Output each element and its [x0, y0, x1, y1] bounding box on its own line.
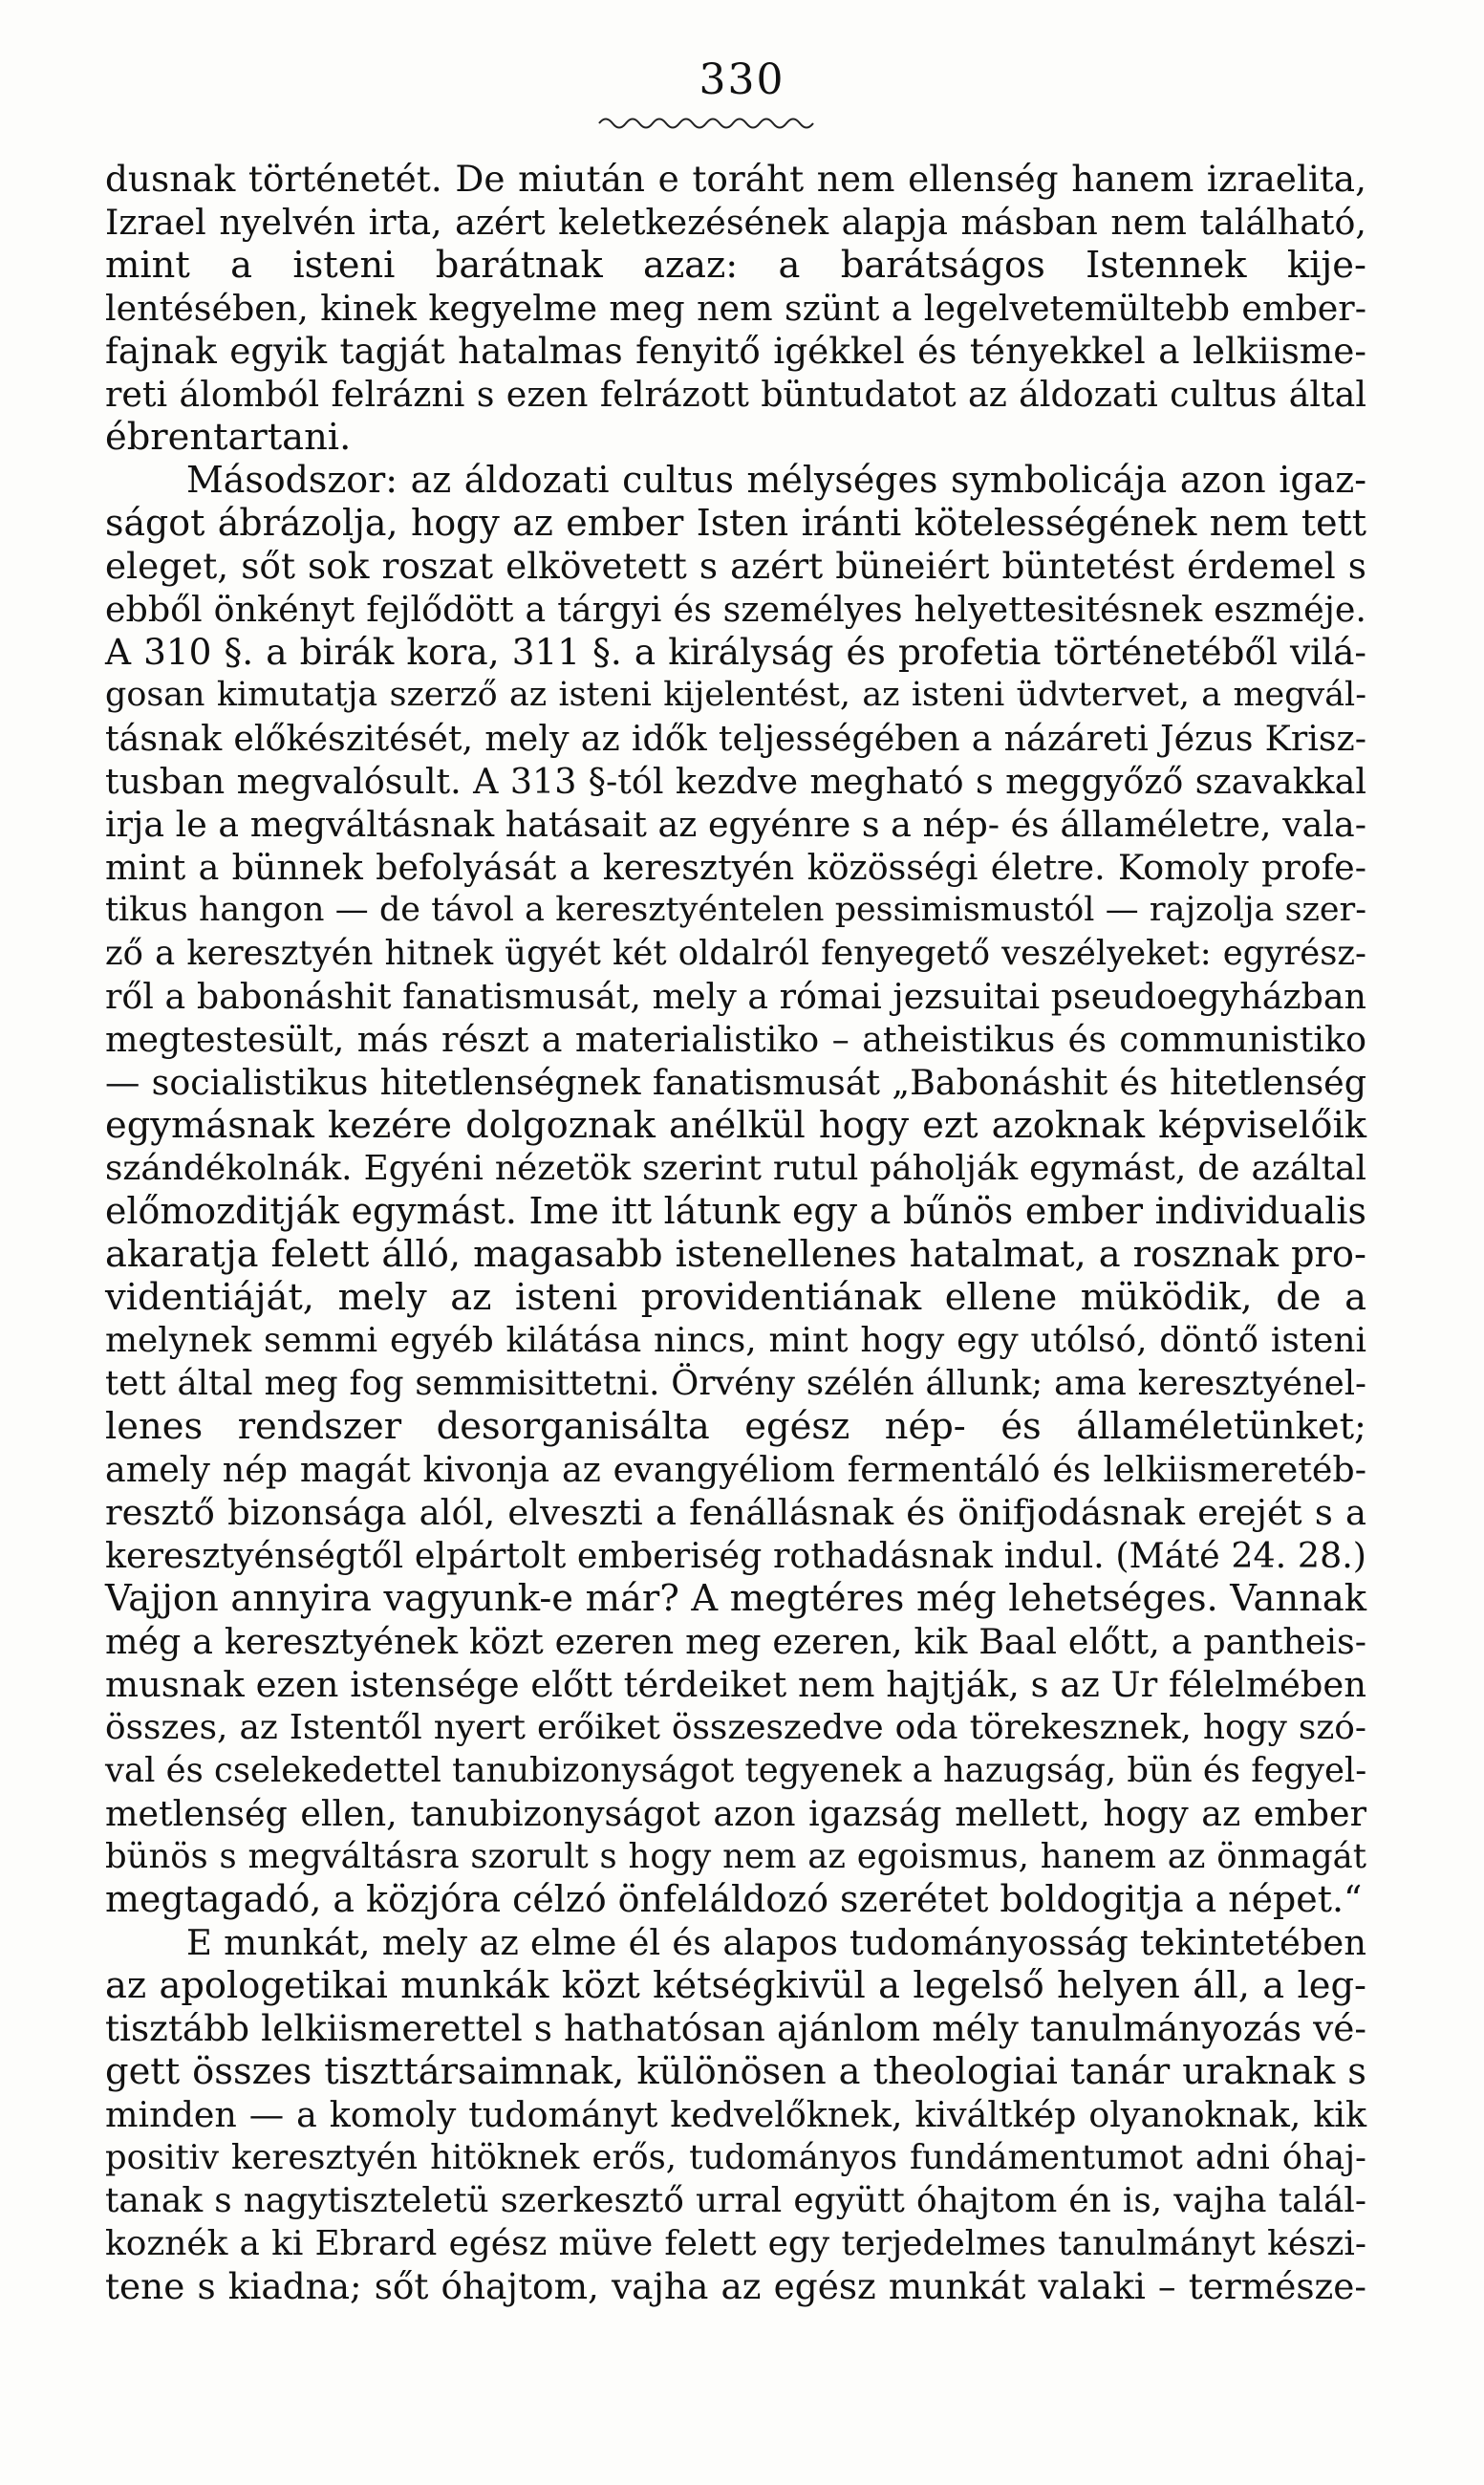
- text-line: E munkát, mely az elme él és alapos tudományosság tekintetében: [186, 1922, 1366, 1963]
- text-line: musnak ezen istensége előtt térdeiket nem hajtják, s az Ur félelmében: [105, 1664, 1366, 1705]
- text-line: ébrentartani.: [105, 416, 352, 459]
- text-line: val és cselekedettel tanubizonyságot tegyenek a hazugság, bün és fegyel-: [105, 1751, 1367, 1790]
- text-line: melynek semmi egyéb kilátása nincs, mint hogy egy utólsó, döntő isteni: [105, 1321, 1366, 1360]
- text-line: minden — a komoly tudományt kedvelőknek, kiváltkép olyanoknak, kik: [105, 2094, 1366, 2135]
- text-line: mint a isteni barátnak azaz: a barátságos Istennek kije-: [105, 244, 1366, 287]
- text-line: megtestesült, más részt a materialistiko – atheistikus és communistiko: [105, 1019, 1366, 1060]
- text-line: fajnak egyik tagját hatalmas fenyitő igékkel és tényekkel a lelkiisme-: [105, 330, 1366, 372]
- text-line: Izrael nyelvén irta, azért keletkezésének alapja másban nem található,: [105, 202, 1366, 243]
- text-line: metlenség ellen, tanubizonyságot azon igazság mellett, hogy az ember: [105, 1793, 1366, 1834]
- text-line: gosan kimutatja szerző az isteni kijelentést, az isteni üdvtervet, a megvál-: [105, 676, 1366, 714]
- page-number: 330: [699, 55, 785, 104]
- text-line: lenes rendszer desorganisálta egész nép- és államéletünket;: [105, 1405, 1366, 1448]
- text-line: dusnak történetét. De miután e toráht nem ellenség hanem izraelita,: [105, 158, 1366, 200]
- ornament-flourish-icon: [597, 113, 817, 134]
- text-line: tásnak előkészitését, mely az idők teljességében a názáreti Jézus Krisz-: [105, 718, 1366, 759]
- text-line: ző a keresztyén hitnek ügyét két oldalról fenyegető veszélyeket: egyrész-: [105, 934, 1366, 973]
- text-line: előmozditják egymást. Ime itt látunk egy a bűnös ember individualis: [105, 1190, 1366, 1232]
- text-line: keresztyénségtől elpártolt emberiség rothadásnak indul. (Máté 24. 28.): [105, 1535, 1366, 1576]
- text-line: lentésében, kinek kegyelme meg nem szünt a legelvetemültebb ember-: [105, 288, 1366, 329]
- text-line: positiv keresztyén hitöknek erős, tudományos fundámentumot adni óhaj-: [105, 2138, 1366, 2177]
- text-line: gett összes tiszttársaimnak, különösen a theologiai tanár uraknak s: [105, 2050, 1366, 2093]
- text-line: bünös s megváltásra szorult s hogy nem az egoismus, hanem az önmagát: [105, 1837, 1366, 1876]
- text-line: Vajjon annyira vagyunk-e már? A megtéres még lehetséges. Vannak: [105, 1577, 1366, 1620]
- body-text: [105, 158, 1366, 2308]
- text-line: irja le a megváltásnak hatásait az egyénre s a nép- és államéletre, vala-: [105, 804, 1366, 845]
- text-line: — socialistikus hitetlenségnek fanatismusát „Babonáshit és hitetlenség: [105, 1062, 1366, 1103]
- text-line: tusban megvalósult. A 313 §-tól kezdve megható s meggyőző szavakkal: [105, 761, 1366, 802]
- text-line: tene s kiadna; sőt óhajtom, vajha az egész munkát valaki – természe-: [105, 2265, 1366, 2307]
- text-line: videntiáját, mely az isteni providentiának ellene müködik, de a: [105, 1276, 1366, 1319]
- text-line: akaratja felett álló, magasabb istenellenes hatalmat, a rosznak pro-: [105, 1233, 1366, 1276]
- text-line: resztő bizonsága alól, elveszti a fenállásnak és önifjodásnak erejét s a: [105, 1492, 1366, 1533]
- text-line: reti álomból felrázni s ezen felrázott büntudatot az áldozati cultus által: [105, 374, 1366, 415]
- text-line: ságot ábrázolja, hogy az ember Isten iránti kötelességének nem tett: [105, 502, 1366, 544]
- text-line: eleget, sőt sok roszat elkövetett s azért büneiért büntetést érdemel s: [105, 545, 1366, 587]
- text-line: mint a bünnek befolyását a keresztyén közösségi életre. Komoly profe-: [105, 847, 1366, 888]
- text-line: az apologetikai munkák közt kétségkivül a legelső helyen áll, a leg-: [105, 1964, 1366, 2007]
- text-line: A 310 §. a birák kora, 311 §. a királyság és profetia történetéből vilá-: [105, 631, 1366, 673]
- text-line: szándékolnák. Egyéni nézetök szerint rutul páholják egymást, de azáltal: [105, 1149, 1366, 1188]
- text-line: tisztább lelkiismerettel s hathatósan ajánlom mély tanulmányozás vé-: [105, 2007, 1366, 2049]
- text-line: koznék a ki Ebrard egész müve felett egy terjedelmes tanulmányt készi-: [105, 2224, 1366, 2263]
- text-line: megtagadó, a közjóra célzó önfeláldozó szerétet boldogitja a népet.“: [105, 1878, 1363, 1920]
- text-line: még a keresztyének közt ezeren meg ezeren, kik Baal előtt, a pantheis-: [105, 1621, 1366, 1662]
- text-line: amely nép magát kivonja az evangyéliom fermentáló és lelkiismeretéb-: [105, 1449, 1366, 1490]
- text-line: ebből önkényt fejlődött a tárgyi és személyes helyettesitésnek eszméje.: [105, 589, 1366, 630]
- text-line: tikus hangon — de távol a keresztyéntelen pessimismustól — rajzolja szer-: [105, 891, 1366, 929]
- text-line: tanak s nagytiszteletü szerkesztő urral együtt óhajtom én is, vajha talál-: [105, 2181, 1366, 2220]
- text-line: egymásnak kezére dolgoznak anélkül hogy ezt azoknak képviselőik: [105, 1104, 1366, 1147]
- text-line: Másodszor: az áldozati cultus mélységes symbolicája azon igaz-: [186, 459, 1366, 501]
- text-line: tett által meg fog semmisittetni. Örvény szélén állunk; ama keresztyénel-: [105, 1364, 1366, 1403]
- text-line: összes, az Istentől nyert erőiket összeszedve oda törekesznek, hogy szó-: [105, 1708, 1366, 1747]
- text-line: ről a babonáshit fanatismusát, mely a római jezsuitai pseudoegyházban: [105, 976, 1366, 1017]
